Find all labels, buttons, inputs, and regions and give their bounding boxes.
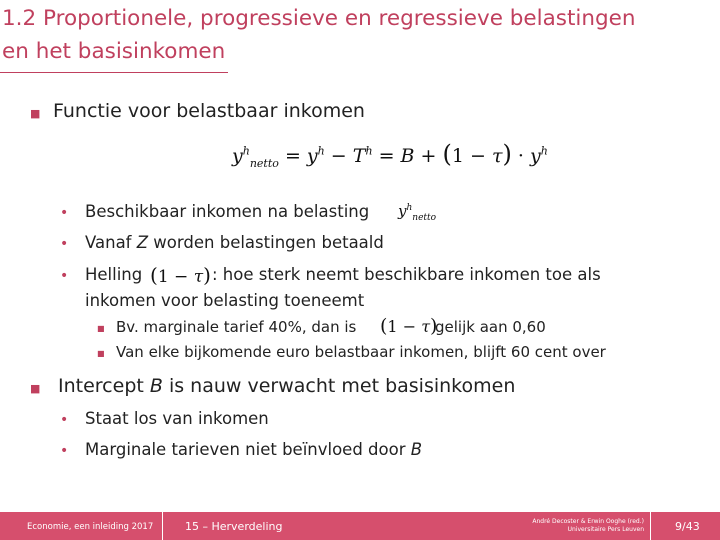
subsub-sixty-cent: Van elke bijkomende euro belastbaar inkomen, blijft 60 cent over: [116, 343, 606, 361]
slide-title: [2, 2, 636, 68]
square-bullet-icon: ■: [30, 107, 41, 120]
footer-book-title: Economie, een inleiding 2017: [27, 522, 154, 532]
subsub-example: Bv. marginale tarief 40%, dan is: [116, 318, 357, 336]
formula-netto-income: $y^h_{netto} = y^h - T^h = B + (1 - \tau) \cdot y^h$: [232, 140, 548, 170]
bullet-function: Functie voor belastbaar inkomen: [53, 100, 365, 122]
square-bullet-icon: ■: [30, 382, 41, 395]
bullet-intercept: Intercept B is nauw verwacht met basisinkomen: [58, 375, 516, 397]
sub-available-income: Beschikbaar inkomen na belasting: [85, 202, 370, 221]
sub-slope-text: : hoe sterk neemt beschikbare inkomen toe als: [212, 265, 601, 284]
footer-bar: [0, 512, 720, 540]
dot-bullet-icon: •: [60, 236, 69, 252]
square-bullet-icon: ■: [97, 349, 105, 358]
subsub-example-end: gelijk aan 0,60: [435, 318, 546, 336]
sub-from-z: Vanaf Z worden belastingen betaald: [85, 233, 384, 252]
dot-bullet-icon: •: [60, 412, 69, 428]
sub-independent: Staat los van inkomen: [85, 409, 269, 428]
formula-one-minus-tau-example: (1 − τ): [380, 315, 438, 337]
dot-bullet-icon: •: [60, 443, 69, 459]
formula-y-netto: $y^h_{netto}$: [398, 202, 437, 223]
dot-bullet-icon: •: [60, 205, 69, 221]
sub-slope-label: Helling: [85, 265, 143, 284]
slide-title-line1: 1.2 Proportionele, progressieve en regressieve belastingen: [2, 6, 636, 31]
footer-page-number: 9/43: [675, 520, 700, 533]
footer-chapter: 15 – Herverdeling: [185, 520, 283, 533]
sub-marginal-rates: Marginale tarieven niet beïnvloed door B: [85, 440, 423, 459]
square-bullet-icon: ■: [97, 324, 105, 333]
title-underline: [0, 72, 228, 73]
dot-bullet-icon: •: [60, 268, 69, 284]
formula-one-minus-tau: (1 − τ): [150, 263, 211, 287]
slide-title-line2: en het basisinkomen: [2, 39, 226, 64]
sub-slope-text-line2: inkomen voor belasting toeneemt: [85, 291, 365, 310]
footer-authors: André Decoster & Erwin Ooghe (red.) Universitaire Pers Leuven: [532, 518, 644, 533]
